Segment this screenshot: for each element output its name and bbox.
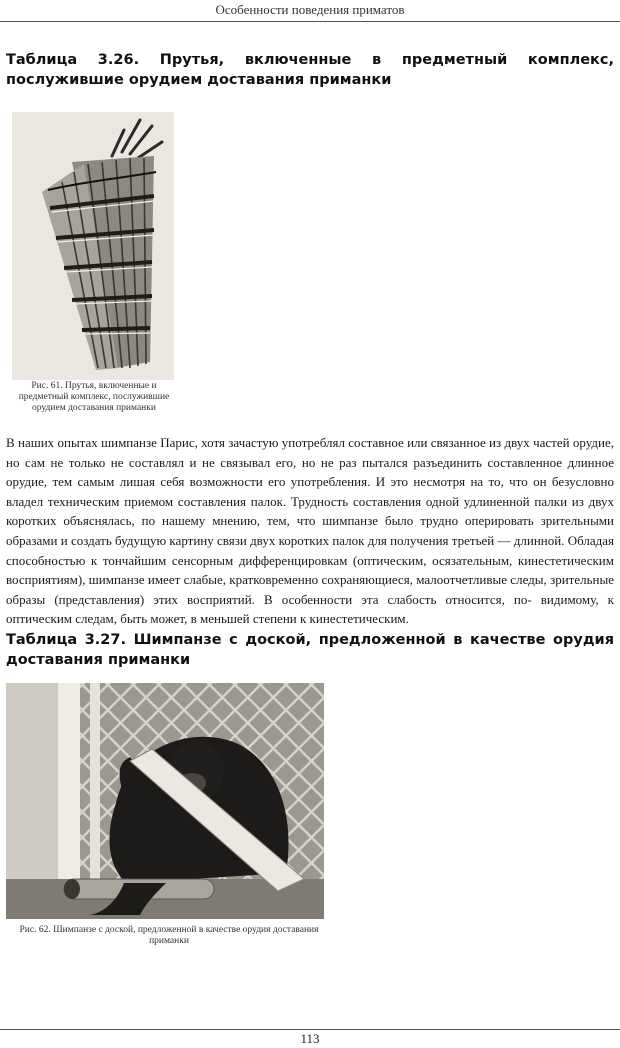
table-title-3-26: Таблица 3.26. Прутья, включенные в предметный комплекс, послужившие орудием доставания приманки xyxy=(6,52,614,88)
figure-62-caption: Рис. 62. Шимпанзе с доской, предложенной в качестве орудия доставания приманки xyxy=(19,925,319,946)
page-number: 113 xyxy=(300,1031,320,1046)
figure-rods-photo xyxy=(12,112,174,380)
figure-61-caption: Рис. 61. Прутья, включенные и предметный комплекс, послужившие орудием доставания приманки xyxy=(18,381,170,413)
running-head: Особенности поведения приматов xyxy=(215,2,405,17)
table-title-3-27: Таблица 3.27. Шимпанзе с доской, предложенной в качестве орудия доставания приманки xyxy=(6,632,614,668)
body-paragraph: В наших опытах шимпанзе Парис, хотя зачастую употреблял составное или связанное из двух частей орудие, но сам не только не составлял и не связывал его, но не раз пытался разъединить составленное длинное орудие, тем самым лишая себя возможности его употребления. И это несмотря на то, что он безусловно владел техническим приемом составления палок. Трудность составления одной удлиненной палки из двух коротких объяснялась, по нашему мнению, тем, что шимпанзе было трудно оперировать зрительными образами и создать будущую картину связи двух коротких палок для получения третьей — длинной. Обладая способностью к тончайшим сенсорным дифференцировкам (оптическим, осязательным, кинестетическим восприятиям), шимпанзе имеет слабые, кратковременно сохраняющиеся, малоотчетливые следы, зрительные образы (представления) этих восприятий. В особенности эта слабость относится, по- видимому, к оптическим следам, быть может, в меньшей степени к кинестетическим. xyxy=(6,435,614,627)
header-rule xyxy=(0,21,620,22)
footer-rule xyxy=(0,1029,620,1030)
figure-chimpanzee-photo xyxy=(6,683,324,919)
